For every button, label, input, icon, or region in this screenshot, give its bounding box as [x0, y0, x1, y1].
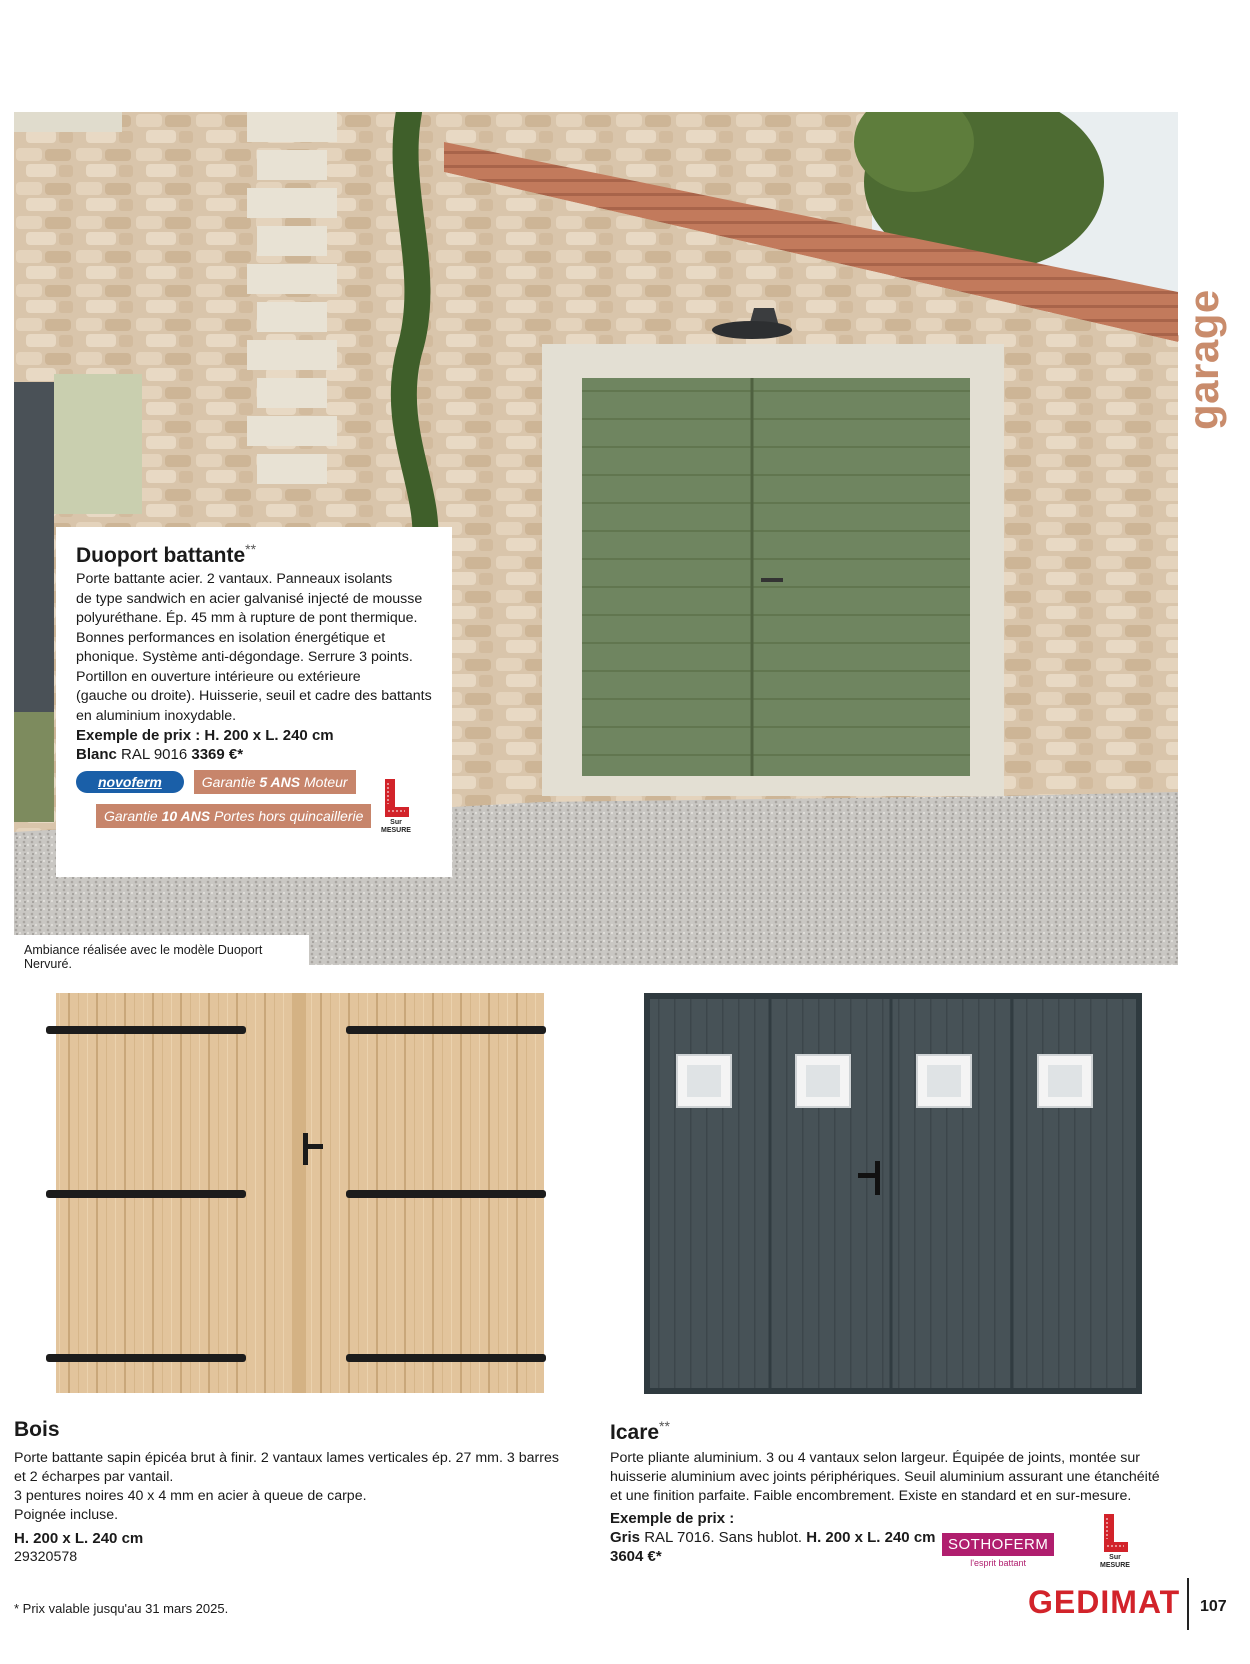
- page-divider: [1187, 1578, 1189, 1630]
- bois-title: Bois: [14, 1418, 60, 1441]
- icare-price-detail: Gris RAL 7016. Sans hublot. H. 200 x L. 240 cm: [610, 1529, 936, 1546]
- duoport-product-card: [56, 527, 452, 877]
- sur-mesure-badge: Sur MESURE: [381, 777, 411, 835]
- bois-description: Porte battante sapin épicéa brut à finir. 2 vantaux lames verticales ép. 27 mm. 3 barres et 2 écharpes par vantail. 3 pentures noires 40 x 4 mm en acier à queue de carpe. Poignée incluse. H. 200 x L. 240 cm 29320578: [14, 1449, 574, 1567]
- icare-price-intro: Exemple de prix :: [610, 1510, 735, 1527]
- duoport-description: Porte battante acier. 2 vantaux. Panneaux isolants de type sandwich en acier galvanisé injecté de mousse polyuréthane. Ép. 45 mm à rupture de pont thermique. Bonnes performances en isolation énergétique et phonique. Système anti-dégondage. Serrure 3 points. Portillon en ouverture intérieure ou extérieure (gauche ou droite). Huisserie, seuil et cadre des battants en aluminium inoxydable.: [76, 571, 432, 724]
- icare-description: Porte pliante aluminium. 3 ou 4 vantaux selon largeur. Équipée de joints, montée sur huisserie aluminium avec joints périphériques. Seuil aluminium assurant une étanchéité et une finition parfaite. Faible encombrement. Existe en standard et en sur-mesure. Exemple de prix : Gris RAL 7016. Sans hublot. H. 200 x L. 240 cm 3604 €*: [610, 1449, 1170, 1566]
- bois-size: H. 200 x L. 240 cm: [14, 1530, 144, 1547]
- warranty-doors-badge: Garantie 10 ANS Portes hors quincaillerie: [96, 804, 371, 828]
- duoport-title: Duoport battante**: [76, 541, 257, 567]
- icare-title: Icare**: [610, 1418, 670, 1444]
- gedimat-logo: GEDIMAT: [1028, 1584, 1181, 1620]
- page-number: 107: [1200, 1598, 1227, 1615]
- ruler-icon: [1100, 1512, 1130, 1554]
- ruler-icon: [381, 777, 411, 819]
- duoport-price: Blanc RAL 9016 3369 €*: [76, 746, 244, 763]
- bois-door-image: [42, 993, 558, 1393]
- icare-door-image: [644, 993, 1142, 1394]
- icare-price: 3604 €*: [610, 1548, 662, 1565]
- sothoferm-logo: SOTHOFERM l'esprit battant: [942, 1533, 1054, 1568]
- price-footnote: * Prix valable jusqu'au 31 mars 2025.: [14, 1601, 229, 1616]
- icare-sur-mesure-badge: Sur MESURE: [1100, 1512, 1130, 1570]
- duoport-price-intro: Exemple de prix : H. 200 x L. 240 cm: [76, 727, 334, 744]
- bois-reference: 29320578: [14, 1549, 78, 1565]
- hero-caption: Ambiance réalisée avec le modèle Duoport Nervuré.: [14, 935, 309, 977]
- warranty-motor-badge: Garantie 5 ANS Moteur: [194, 770, 356, 794]
- novoferm-logo: novoferm: [76, 771, 184, 793]
- section-title: garage: [1180, 289, 1227, 430]
